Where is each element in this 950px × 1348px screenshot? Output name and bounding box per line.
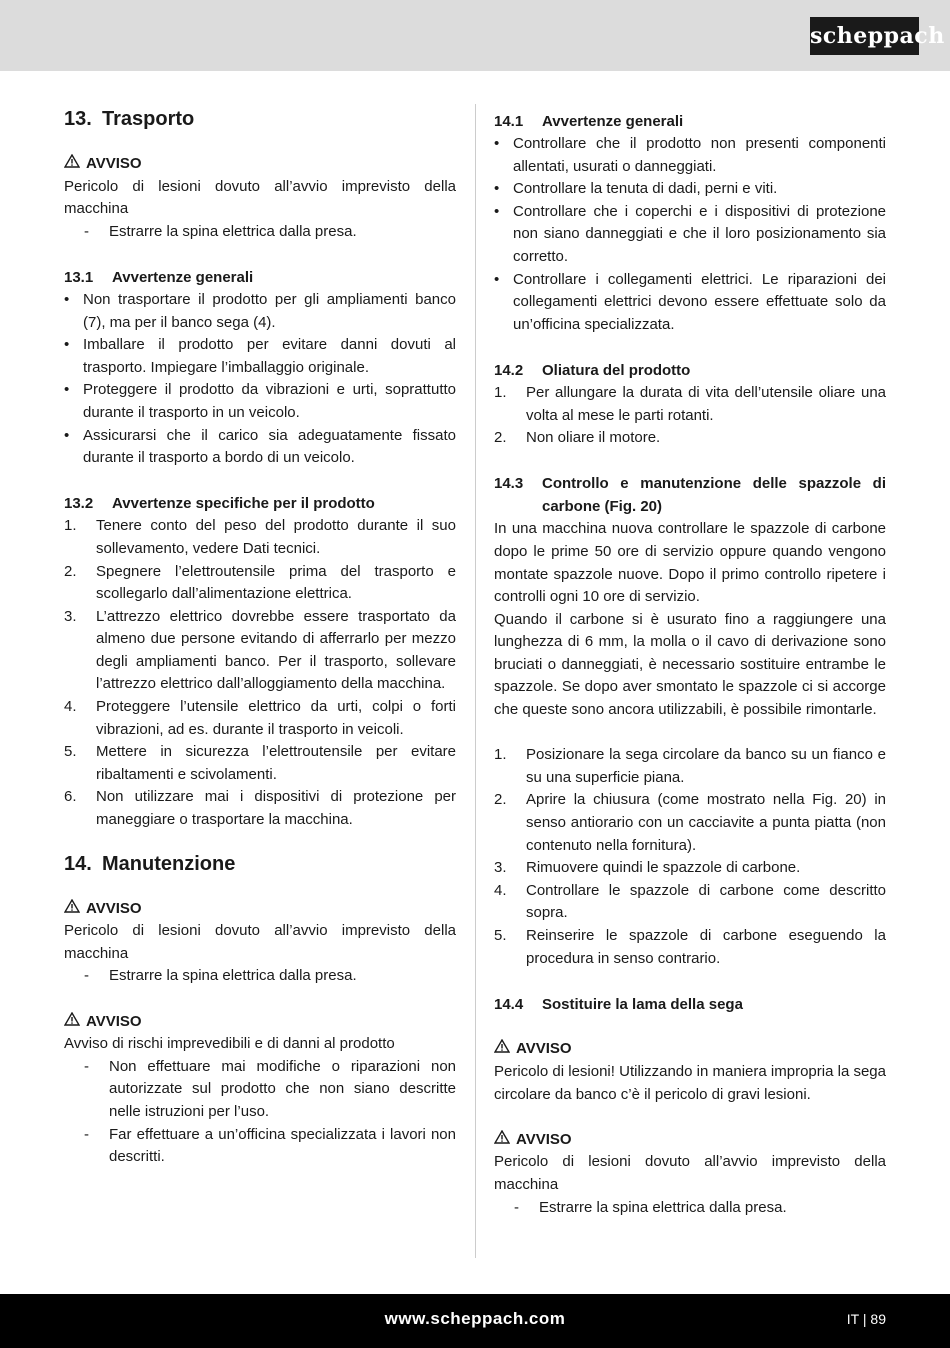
list-item: - Far effettuare a un’officina specializzata i lavori non descritti.	[84, 1125, 456, 1166]
website-link[interactable]: www.scheppach.com	[384, 1309, 566, 1328]
warning-triangle-icon	[64, 1011, 82, 1034]
warning-heading: AVVISO	[64, 898, 456, 921]
warning-text: Pericolo di lesioni! Utilizzando in maniera impropria la sega circolare da banco c’è il pericolo di gravi lesioni.	[494, 1062, 886, 1103]
list-item: • Controllare che il prodotto non presenti componenti allentati, usurati o danneggiati.	[494, 135, 886, 175]
list-item: 4. Controllare le spazzole di carbone come descritto sopra.	[494, 881, 886, 922]
list-item: • Controllare la tenuta di dadi, perni e viti.	[494, 180, 778, 198]
section-13-1-heading: 13.1 Avvertenze generali	[64, 268, 254, 286]
list-item: 6. Non utilizzare mai i dispositivi di protezione per maneggiare o trasportare la macchina.	[64, 788, 456, 829]
warning-text: Pericolo di lesioni dovuto all’avvio imprevisto della macchina	[494, 1153, 886, 1193]
warning-heading: AVVISO	[494, 1129, 886, 1152]
warning-triangle-icon	[64, 153, 82, 176]
list-item: • Controllare i collegamenti elettrici. Le riparazioni dei collegamenti elettrici devono essere effettuate solo da un’officina specializzata.	[494, 270, 886, 333]
section-13-2-heading: 13.2 Avvertenze specifiche per il prodotto	[64, 495, 375, 513]
list-item: 5. Reinserire le spazzole di carbone eseguendo la procedura in senso contrario.	[494, 927, 886, 967]
list-item: 3. L’attrezzo elettrico dovrebbe essere trasportato da almeno due persone evitando di afferrarlo per mezzo degli ampliamenti banco. Per il trasporto, sollevare l’attrezzo elettrico dall’alloggiamento della macchina.	[64, 607, 456, 693]
left-column	[64, 94, 456, 1169]
warning-heading: AVVISO	[64, 1011, 456, 1034]
page-number: IT | 89	[846, 1311, 886, 1327]
paragraph: In una macchina nuova controllare le spazzole di carbone dopo le prime 50 ore di servizio oppure quando vengono montate spazzole nuove. Dopo il primo controllo ripetere i controlli ogni 10 ore di servizio.	[494, 520, 886, 606]
warning-heading: AVVISO	[494, 1038, 886, 1061]
list-item: - Estrarre la spina elettrica dalla presa.	[514, 1198, 787, 1216]
list-item: • Non trasportare il prodotto per gli ampliamenti banco (7), ma per il banco sega (4).	[64, 290, 456, 331]
brand-logo: scheppach	[810, 17, 919, 55]
warning-triangle-icon	[494, 1038, 512, 1061]
page-footer	[0, 1294, 950, 1348]
list-item: - Estrarre la spina elettrica dalla presa.	[84, 222, 357, 240]
warning-triangle-icon	[494, 1129, 512, 1152]
list-item: 1. Tenere conto del peso del prodotto durante il suo sollevamento, vedere Dati tecnici.	[64, 517, 456, 557]
section-14-3-heading: 14.3 Controllo e manutenzione delle spazzole di carbone (Fig. 20)	[494, 475, 886, 516]
right-column	[494, 110, 886, 1219]
list-item: • Proteggere il prodotto da vibrazioni e urti, soprattutto durante il trasporto in un veicolo.	[64, 381, 456, 421]
list-item: 5. Mettere in sicurezza l’elettroutensile per evitare ribaltamenti e scivolamenti.	[64, 743, 456, 783]
section-14-1-heading: 14.1 Avvertenze generali	[494, 113, 684, 130]
list-item: 3. Rimuovere quindi le spazzole di carbone.	[494, 859, 801, 877]
warning-text: Pericolo di lesioni dovuto all’avvio imprevisto della macchina	[64, 922, 456, 962]
list-item: 2. Non oliare il motore.	[494, 429, 661, 447]
list-item: 2. Aprire la chiusura (come mostrato nella Fig. 20) in senso antiorario con un cacciavite a punta piatta (non contenuto nella fornitura).	[494, 791, 886, 854]
section-14-heading: 14. Manutenzione	[64, 852, 236, 875]
warning-heading: AVVISO	[64, 153, 456, 176]
list-item: 1. Posizionare la sega circolare da banco su un fianco e su una superficie piana.	[494, 746, 886, 786]
list-item: - Non effettuare mai modifiche o riparazioni non autorizzate sul prodotto che non siano descritte nelle istruzioni per l’uso.	[84, 1057, 456, 1120]
warning-text: Pericolo di lesioni dovuto all’avvio imprevisto della macchina	[64, 177, 456, 218]
paragraph: Quando il carbone si è usurato fino a raggiungere una lunghezza di 6 mm, la molla o il cavo di derivazione sono bruciati o danneggiati, è necessario sostituire entrambe le spazzole. Se dopo aver smontato le spazzole ci si accorge che queste sono ancora utilizzabili, è possibile rimontarle.	[494, 610, 886, 719]
section-14-4-heading: 14.4 Sostituire la lama della sega	[494, 995, 743, 1013]
page-header	[0, 0, 950, 71]
list-item: 2. Spegnere l’elettroutensile prima del trasporto e scollegarlo dall’alimentazione elettrica.	[64, 562, 456, 603]
warning-triangle-icon	[64, 898, 82, 921]
list-item: • Imballare il prodotto per evitare danni dovuti al trasporto. Impiegare l’imballaggio originale.	[64, 336, 456, 376]
section-14-2-heading: 14.2 Oliatura del prodotto	[494, 361, 691, 379]
column-divider	[475, 104, 476, 1258]
warning-text: Avviso di rischi imprevedibili e di danni al prodotto	[64, 1035, 395, 1053]
list-item: 4. Proteggere l’utensile elettrico da urti, colpi o forti vibrazioni, ad es. durante il trasporto in veicoli.	[64, 698, 456, 738]
list-item: • Assicurarsi che il carico sia adeguatamente fissato durante il trasporto a bordo di un veicolo.	[64, 426, 456, 467]
list-item: - Estrarre la spina elettrica dalla presa.	[84, 967, 357, 985]
list-item: • Controllare che i coperchi e i dispositivi di protezione non siano danneggiati e che il loro posizionamento sia corretto.	[494, 202, 886, 265]
list-item: 1. Per allungare la durata di vita dell’utensile oliare una volta al mese le parti rotanti.	[494, 383, 886, 424]
section-13-heading: 13. Trasporto	[64, 108, 195, 130]
